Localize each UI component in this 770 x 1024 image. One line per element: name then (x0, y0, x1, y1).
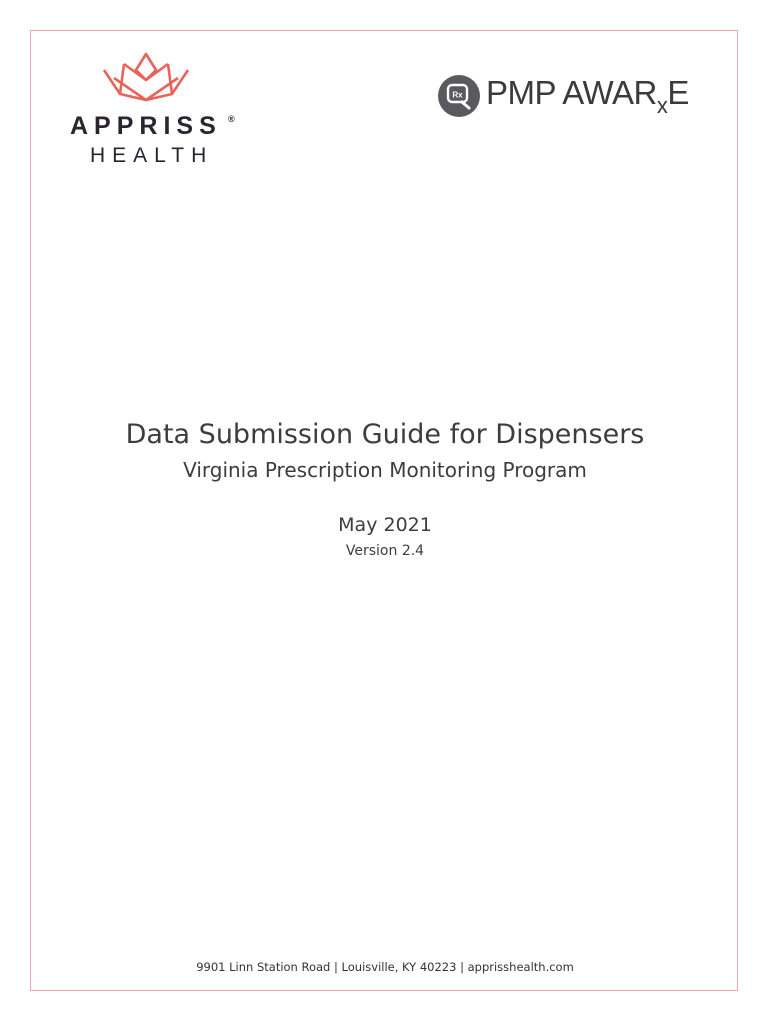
document-subtitle: Virginia Prescription Monitoring Program (183, 458, 587, 482)
pmp-text-sub: x (656, 93, 668, 118)
pmp-awarxe-wordmark (486, 74, 689, 118)
health-wordmark: HEALTH (90, 144, 214, 167)
pmp-text-main: PMP AWAR (486, 74, 657, 111)
appriss-lotus-icon (100, 52, 192, 106)
footer-address: 9901 Linn Station Road | Louisville, KY 40223 | apprisshealth.com (196, 960, 574, 974)
pmp-text-end: E (667, 74, 689, 111)
document-date: May 2021 (338, 514, 432, 536)
document-version: Version 2.4 (345, 543, 425, 559)
pmp-magnifier-icon (437, 74, 481, 118)
pmp-awarxe-logo (437, 72, 722, 120)
appriss-health-logo (70, 52, 240, 177)
appriss-wordmark: APPRISS (70, 112, 222, 140)
document-title: Data Submission Guide for Dispensers (125, 419, 645, 450)
registered-mark: ® (228, 114, 235, 124)
rx-glyph: Rx (452, 90, 463, 100)
